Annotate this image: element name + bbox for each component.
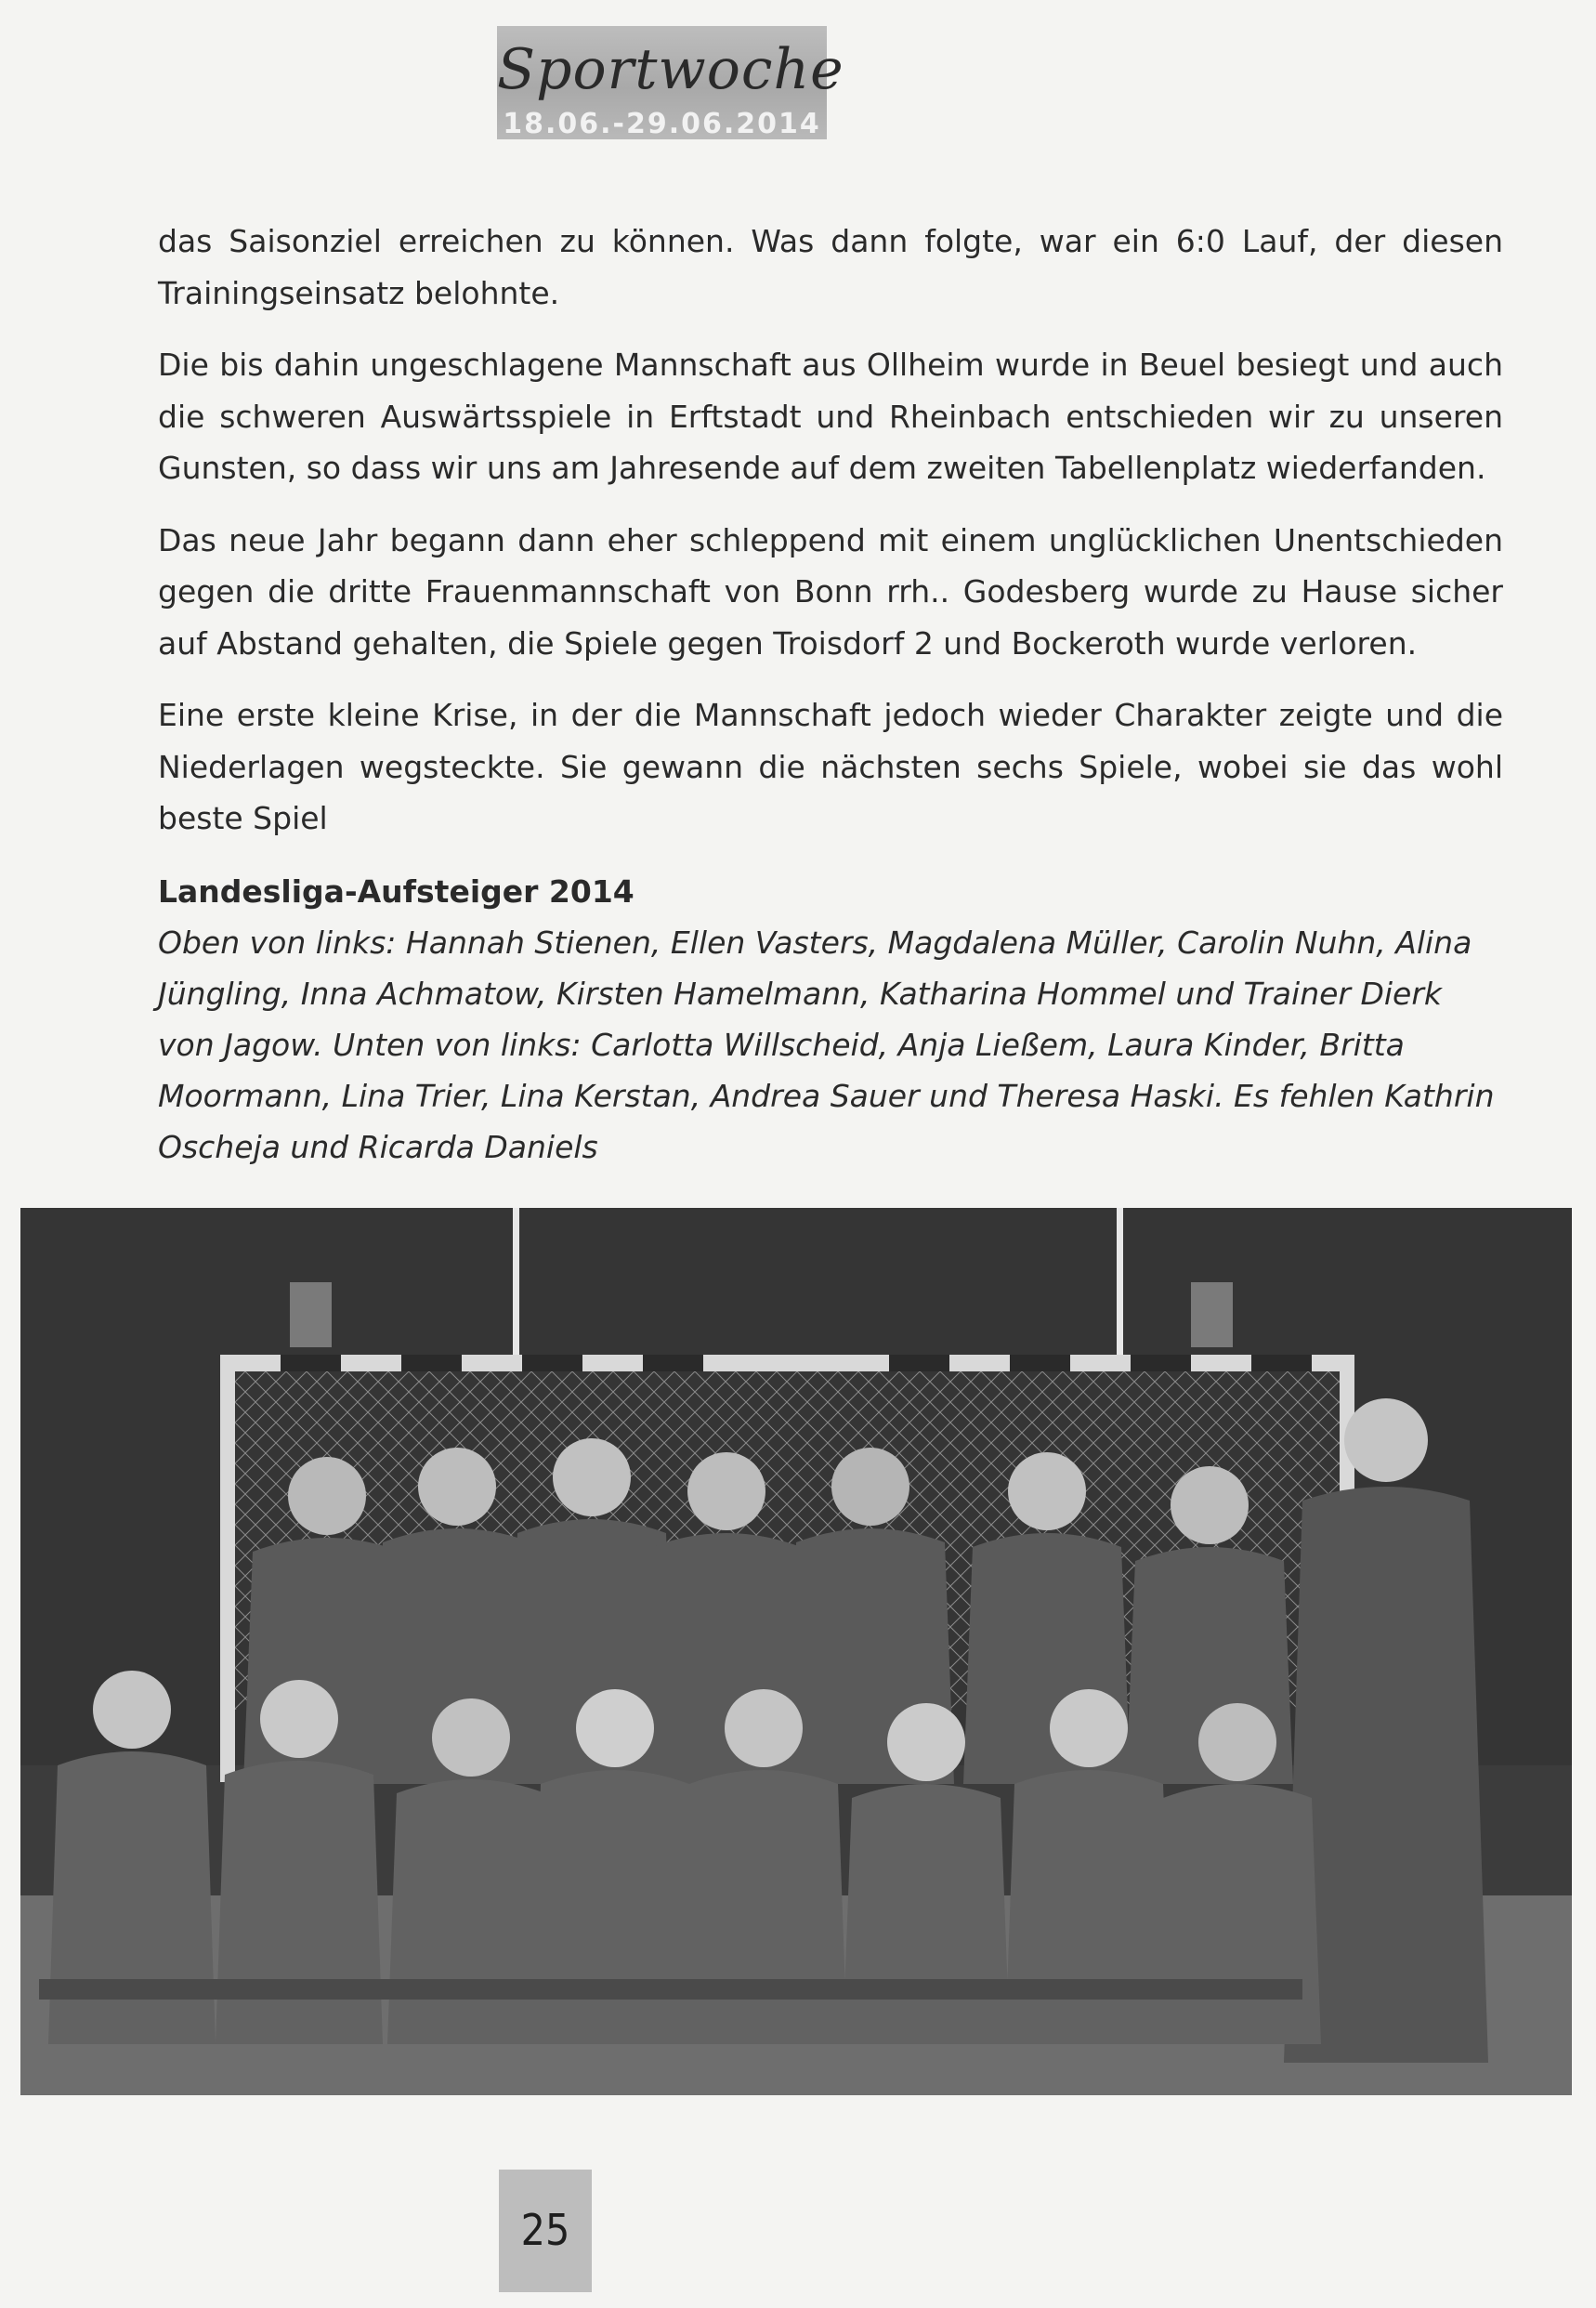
goal-post-left	[220, 1355, 235, 1782]
caption-text: Oben von links: Hannah Stienen, Ellen Vasters, Magdalena Müller, Carolin Nuhn, Alina Jüngling, Inna Achmatow, Kirsten Hamelmann, Katharina Hommel und Trainer Dierk von Jagow. Unten von links: Carlotta Willscheid, Anja Ließem, Laura Kinder, Britta Moormann, Lina Trier, Lina Kerstan, Andrea Sauer und Theresa Haski. Es fehlen Kathrin Oscheja und Ricarda Daniels	[158, 925, 1495, 1165]
team-photo	[20, 1208, 1572, 2095]
wall-bracket-right	[1191, 1282, 1233, 1347]
header-banner	[497, 26, 844, 140]
paragraph-3: Das neue Jahr begann dann eher schleppend mit einem unglücklichen Unentschieden gegen die dritte Frauenmannschaft von Bonn rrh.. Godesberg wurde zu Hause sicher auf Abstand gehalten, die Spiele gegen Troisdorf 2 und Bockeroth wurde verloren.	[158, 521, 1503, 662]
goal-crossbar	[220, 1355, 1354, 1371]
photo-caption	[158, 866, 1503, 1173]
page-number-box	[499, 2170, 592, 2292]
header-title: Sportwoche	[497, 37, 844, 102]
paragraph-2: Die bis dahin ungeschlagene Mannschaft aus Ollheim wurde in Beuel besiegt und auch die schweren Auswärtsspiele in Erftstadt und Rheinbach entschieden wir zu unseren Gunsten, so dass wir uns am Jahresende auf dem zweiten Tabellenplatz wiederfanden.	[158, 347, 1503, 486]
bench	[39, 1979, 1302, 2000]
header-date: 18.06.-29.06.2014	[503, 108, 821, 140]
wall-line-left	[513, 1208, 519, 1366]
wall-bracket-left	[290, 1282, 332, 1347]
wall-line-right	[1117, 1208, 1123, 1366]
caption-title: Landesliga-Aufsteiger 2014	[158, 873, 634, 910]
article-body	[158, 216, 1503, 865]
paragraph-1: das Saisonziel erreichen zu können. Was dann folgte, war ein 6:0 Lauf, der diesen Trainingseinsatz belohnte.	[158, 223, 1503, 311]
paragraph-4: Eine erste kleine Krise, in der die Mannschaft jedoch wieder Charakter zeigte und die Niederlagen wegsteckte. Sie gewann die nächsten sechs Spiele, wobei sie das wohl beste Spiel	[158, 697, 1503, 836]
page-number: 25	[520, 2205, 570, 2255]
